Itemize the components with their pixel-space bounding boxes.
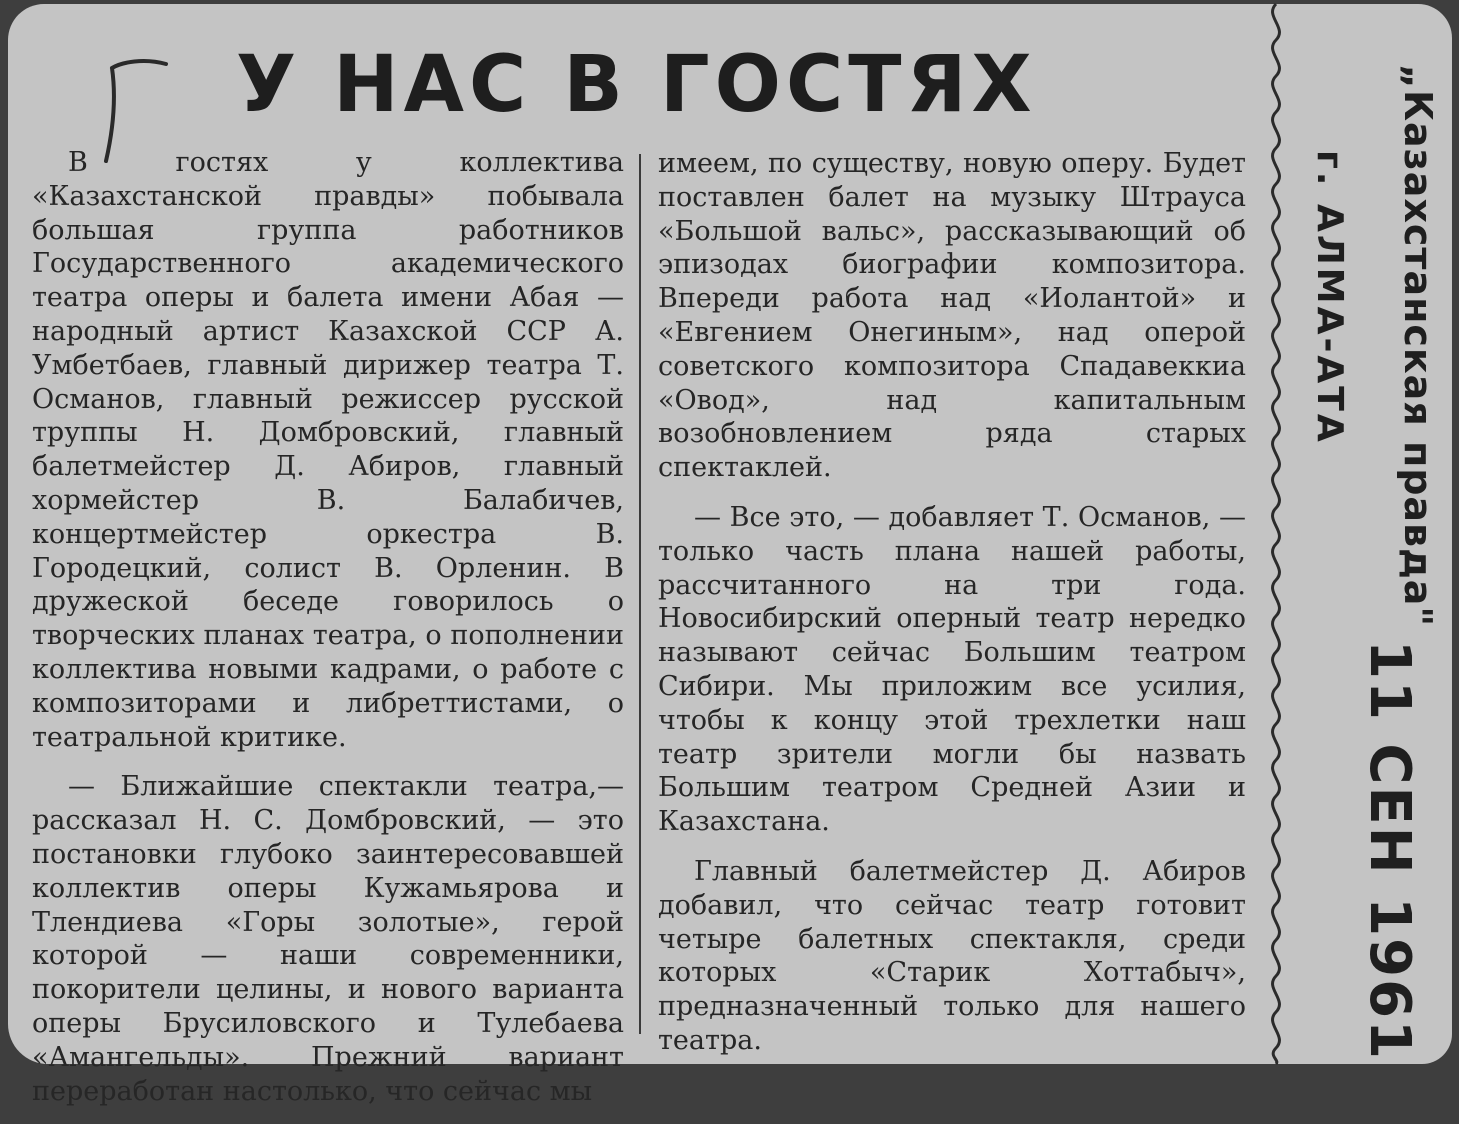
paragraph: В гостях у коллектива «Казахстанской правды» побывала большая группа работников Государственного академического театра оперы и балета имени Абая — народный артист Казахской ССР А. Умбетбаев, главный дирижер театра Т. Османов, главный режиссер русской труппы Н. Домбровский, главный балетмейстер Д. Абиров, главный хормейстер В. Балабичев, концертмейстер оркестра В. Городецкий, солист В. Орленин. В дружеской беседе говорилось о творческих планах театра, о пополнении коллектива новыми кадрами, о работе с композиторами и либреттистами, о театральной критике. xyxy=(32,147,624,753)
paragraph: — Все это, — добавляет Т. Османов, — только часть плана нашей работы, рассчитанного на три года. Новосибирский оперный театр нередко называют сейчас Большим театром Сибири. Мы приложим все усилия, чтобы к концу этой трехлетки наш театр зрители могли бы назвать Большим театром Средней Азии и Казахстана. xyxy=(658,501,1246,838)
newspaper-clipping xyxy=(8,4,1452,1107)
paragraph: Главный балетмейстер Д. Абиров добавил, что сейчас театр готовит четыре балетных спектакля, среди которых «Старик Хоттабыч», предназначенный только для нашего театра. xyxy=(658,855,1246,1056)
column-divider xyxy=(639,154,641,1034)
stamp-city: г. АЛМА-АТА xyxy=(1309,150,1350,445)
paragraph: имеем, по существу, новую оперу. Будет поставлен балет на музыку Штрауса «Большой вальс», рассказывающий об эпизодах биографии композитора. Впереди работа над «Иолантой» и «Евгением Онегиным», над оперой советского композитора Спадавеккиа «Овод», над капитальным возобновлением ряда старых спектаклей. xyxy=(658,148,1246,484)
stamp-date: 11 СЕН 1961 xyxy=(1357,640,1422,1061)
article-column-left xyxy=(32,146,624,1124)
article-column-right xyxy=(658,147,1246,1074)
stamp-newspaper-name: „Казахстанская правда" xyxy=(1396,64,1440,628)
paragraph: — Ближайшие спектакли театра,— рассказал Н. С. Домбровский, — это постановки глубоко заинтересовавшей коллектив оперы Кужамьярова и Тлендиева «Горы золотые», герой которой — наши современники, покорители целины, и нового варианта оперы Брусиловского и Тулебаева «Амангельды». Прежний вариант переработан настолько, что сейчас мы xyxy=(32,771,624,1107)
perforated-edge xyxy=(1246,4,1306,1064)
headline: У НАС В ГОСТЯХ xyxy=(236,40,1037,130)
